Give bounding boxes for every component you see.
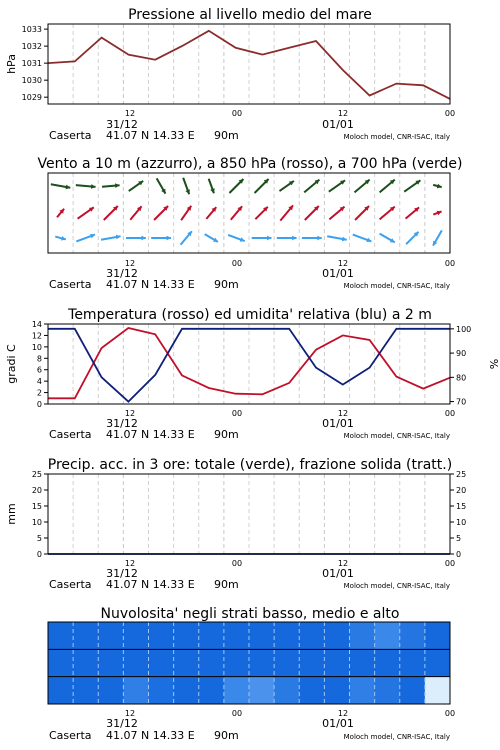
wind-arrow-850-hPa bbox=[380, 207, 395, 220]
x-tick-label: 00 bbox=[231, 559, 243, 568]
cloud-cell-medio bbox=[324, 649, 350, 676]
cloud-cell-basso bbox=[98, 677, 124, 704]
pressure-title: Pressione al livello medio del mare bbox=[128, 7, 372, 23]
wind-arrow-10-m bbox=[181, 231, 192, 244]
wind-arrow-10-m bbox=[55, 236, 66, 241]
cloud-cell-medio bbox=[48, 649, 74, 676]
footer-location: Caserta bbox=[49, 428, 92, 441]
cloud-footer bbox=[49, 729, 450, 742]
wind-arrow-10-m bbox=[302, 236, 322, 241]
date-label: 31/12 bbox=[106, 567, 138, 580]
wind-arrow-700-hPa bbox=[129, 181, 143, 191]
date-label: 01/01 bbox=[322, 267, 354, 280]
wind-arrow-10-m bbox=[126, 236, 146, 241]
y-tick-label: 5 bbox=[456, 534, 462, 543]
x-tick-label: 12 bbox=[124, 259, 136, 268]
cloud-cell-medio bbox=[350, 649, 376, 676]
cloud-cells bbox=[48, 622, 451, 704]
wind-arrow-10-m bbox=[277, 236, 297, 241]
wind-arrow-700-hPa bbox=[354, 180, 369, 193]
cloud-cell-medio bbox=[400, 649, 426, 676]
cloud-cell-medio bbox=[199, 649, 225, 676]
x-tick-label: 12 bbox=[337, 709, 349, 718]
cloud-cell-medio bbox=[375, 649, 401, 676]
footer-elevation: 90m bbox=[214, 578, 239, 591]
wind-title: Vento a 10 m (azzurro), a 850 hPa (rosso), a 700 hPa (verde) bbox=[37, 156, 463, 172]
footer-elevation: 90m bbox=[214, 729, 239, 742]
footer-coords: 41.07 N 14.33 E bbox=[106, 278, 195, 291]
cloud-cell-medio bbox=[149, 649, 175, 676]
wind-arrow-850-hPa bbox=[433, 211, 441, 216]
x-tick-label: 00 bbox=[231, 409, 243, 418]
cloud-cell-basso bbox=[350, 677, 376, 704]
cloud-cell-medio bbox=[274, 649, 300, 676]
cloud-cell-alto bbox=[400, 622, 426, 649]
temperature-ylabel: gradi C bbox=[5, 344, 18, 384]
y-tick-label: 20 bbox=[456, 486, 467, 495]
wind-arrow-850-hPa bbox=[231, 206, 242, 219]
footer-model: Moloch model, CNR-ISAC, Italy bbox=[343, 133, 450, 141]
footer-location: Caserta bbox=[49, 129, 92, 142]
precipitation-footer bbox=[49, 578, 450, 591]
wind-grid bbox=[73, 173, 425, 253]
pressure-grid bbox=[73, 24, 425, 104]
wind-arrow-850-hPa bbox=[329, 207, 344, 220]
cloud-title: Nuvolosita' negli strati basso, medio e alto bbox=[100, 606, 400, 622]
pressure-x-axis bbox=[106, 109, 455, 131]
precipitation-plot-frame bbox=[48, 474, 450, 554]
y-tick-label: 70 bbox=[456, 397, 467, 407]
cloud-cell-alto bbox=[48, 622, 74, 649]
y-tick-label: 90 bbox=[456, 349, 467, 359]
wind-arrow-700-hPa bbox=[433, 184, 442, 189]
wind-arrow-850-hPa bbox=[104, 206, 118, 220]
y-tick-label: 2 bbox=[36, 388, 42, 398]
wind-arrow-10-m bbox=[353, 235, 372, 243]
date-label: 31/12 bbox=[106, 118, 138, 131]
x-tick-label: 00 bbox=[231, 259, 243, 268]
temperature-y-ticks bbox=[32, 320, 48, 409]
x-tick-label: 12 bbox=[124, 559, 136, 568]
pressure-panel bbox=[5, 7, 455, 142]
wind-arrow-700-hPa bbox=[183, 178, 190, 195]
y-tick-label: 14 bbox=[31, 320, 42, 329]
wind-arrow-850-hPa bbox=[57, 209, 64, 217]
cloud-cell-basso bbox=[149, 677, 175, 704]
y-tick-label: 0 bbox=[36, 400, 42, 409]
wind-arrow-700-hPa bbox=[157, 178, 166, 193]
wind-arrow-head bbox=[91, 184, 96, 189]
wind-arrow-700-hPa bbox=[279, 181, 293, 191]
cloud-x-axis bbox=[106, 709, 455, 730]
footer-coords: 41.07 N 14.33 E bbox=[106, 578, 195, 591]
temperature-panel bbox=[5, 307, 500, 441]
precipitation-grid bbox=[73, 474, 425, 554]
footer-coords: 41.07 N 14.33 E bbox=[106, 729, 195, 742]
y-tick-label: 20 bbox=[31, 486, 42, 495]
footer-model: Moloch model, CNR-ISAC, Italy bbox=[343, 733, 450, 741]
cloud-cell-alto bbox=[149, 622, 175, 649]
date-label: 31/12 bbox=[106, 267, 138, 280]
wind-arrow-850-hPa bbox=[130, 206, 141, 219]
wind-arrow-850-hPa bbox=[206, 207, 216, 219]
footer-model: Moloch model, CNR-ISAC, Italy bbox=[343, 282, 450, 290]
wind-arrow-850-hPa bbox=[154, 206, 168, 220]
wind-arrow-850-hPa bbox=[406, 207, 419, 218]
cloud-cell-alto bbox=[73, 622, 99, 649]
cloud-cell-basso bbox=[274, 677, 300, 704]
wind-footer bbox=[49, 278, 450, 291]
cloud-cell-basso bbox=[400, 677, 426, 704]
wind-arrow-700-hPa bbox=[329, 180, 345, 191]
cloud-cell-alto bbox=[299, 622, 325, 649]
footer-elevation: 90m bbox=[214, 278, 239, 291]
cloud-cell-medio bbox=[425, 649, 451, 676]
cloud-cell-alto bbox=[174, 622, 200, 649]
precipitation-y-ticks bbox=[32, 470, 48, 559]
y-tick-label: 5 bbox=[36, 534, 42, 543]
wind-arrow-850-hPa bbox=[355, 206, 369, 220]
x-tick-label: 12 bbox=[337, 109, 349, 118]
cloud-cell-alto bbox=[249, 622, 275, 649]
x-tick-label: 12 bbox=[337, 259, 349, 268]
wind-arrow-700-hPa bbox=[229, 179, 243, 193]
wind-arrow-head bbox=[267, 236, 271, 241]
y-tick-label: 1029 bbox=[21, 93, 42, 103]
y-tick-label: 6 bbox=[36, 365, 42, 375]
date-label: 31/12 bbox=[106, 417, 138, 430]
cloud-cell-basso bbox=[324, 677, 350, 704]
cloud-cell-medio bbox=[123, 649, 149, 676]
x-tick-label: 12 bbox=[124, 109, 136, 118]
y-tick-label: 0 bbox=[456, 550, 462, 559]
wind-arrow-700-hPa bbox=[209, 179, 215, 193]
cloud-cell-basso bbox=[249, 677, 275, 704]
cloud-cell-medio bbox=[249, 649, 275, 676]
wind-arrow-10-m bbox=[228, 235, 245, 242]
cloud-cell-basso bbox=[199, 677, 225, 704]
cloud-cell-medio bbox=[73, 649, 99, 676]
y-tick-label: 8 bbox=[36, 354, 42, 364]
footer-model: Moloch model, CNR-ISAC, Italy bbox=[343, 582, 450, 590]
cloud-cell-medio bbox=[174, 649, 200, 676]
wind-arrow-10-m bbox=[76, 234, 95, 242]
cloud-cell-alto bbox=[98, 622, 124, 649]
y-tick-label: 1033 bbox=[21, 25, 42, 35]
wind-arrow-700-hPa bbox=[304, 180, 319, 193]
x-tick-label: 12 bbox=[337, 409, 349, 418]
x-tick-label: 00 bbox=[444, 109, 456, 118]
cloud-cell-alto bbox=[425, 622, 451, 649]
precipitation-title: Precip. acc. in 3 ore: totale (verde), frazione solida (tratt.) bbox=[47, 457, 453, 473]
y-tick-label: 0 bbox=[36, 550, 42, 559]
wind-panel bbox=[37, 156, 462, 291]
y-tick-label: 1030 bbox=[21, 76, 42, 86]
precipitation-panel bbox=[5, 457, 466, 591]
wind-arrow-700-hPa bbox=[102, 183, 120, 188]
cloud-cell-alto bbox=[375, 622, 401, 649]
wind-arrow-700-hPa bbox=[51, 184, 70, 189]
x-tick-label: 00 bbox=[231, 109, 243, 118]
x-tick-label: 12 bbox=[124, 709, 136, 718]
x-tick-label: 00 bbox=[444, 259, 456, 268]
footer-location: Caserta bbox=[49, 578, 92, 591]
y-tick-label: 10 bbox=[456, 518, 467, 527]
cloud-cell-basso bbox=[224, 677, 250, 704]
x-tick-label: 12 bbox=[337, 559, 349, 568]
y-tick-label: 100 bbox=[456, 324, 472, 334]
humidity-y-ticks bbox=[450, 325, 471, 407]
cloud-cell-alto bbox=[224, 622, 250, 649]
footer-coords: 41.07 N 14.33 E bbox=[106, 129, 195, 142]
x-tick-label: 00 bbox=[444, 409, 456, 418]
wind-arrow-850-hPa bbox=[255, 207, 267, 219]
x-tick-label: 00 bbox=[444, 559, 456, 568]
cloud-cell-alto bbox=[123, 622, 149, 649]
cloud-cell-medio bbox=[299, 649, 325, 676]
precipitation-y-ticks-right bbox=[450, 470, 466, 559]
precipitation-ylabel: mm bbox=[5, 503, 18, 525]
cloud-cell-medio bbox=[98, 649, 124, 676]
wind-arrow-10-m bbox=[151, 236, 171, 241]
x-tick-label: 00 bbox=[231, 709, 243, 718]
wind-arrow-700-hPa bbox=[255, 179, 269, 193]
cloud-cell-basso bbox=[123, 677, 149, 704]
date-label: 01/01 bbox=[322, 567, 354, 580]
temperature-plot-frame bbox=[48, 324, 450, 404]
wind-arrow-head bbox=[317, 236, 321, 241]
wind-arrow-head bbox=[141, 236, 145, 241]
cloud-cell-basso bbox=[375, 677, 401, 704]
wind-arrow-850-hPa bbox=[305, 206, 319, 220]
cloud-cell-basso bbox=[48, 677, 74, 704]
wind-arrow-head bbox=[292, 236, 296, 241]
pressure-footer bbox=[49, 129, 450, 142]
wind-arrow-700-hPa bbox=[380, 180, 395, 193]
wind-arrow-10-m bbox=[205, 234, 218, 242]
y-tick-label: 10 bbox=[31, 342, 42, 352]
footer-location: Caserta bbox=[49, 278, 92, 291]
y-tick-label: 80 bbox=[456, 373, 467, 383]
y-tick-label: 25 bbox=[456, 470, 467, 479]
wind-arrow-10-m bbox=[252, 236, 272, 241]
temperature-x-axis bbox=[106, 409, 455, 430]
footer-model: Moloch model, CNR-ISAC, Italy bbox=[343, 432, 450, 440]
y-tick-label: 12 bbox=[31, 331, 42, 341]
date-label: 01/01 bbox=[322, 118, 354, 131]
cloud-cell-alto bbox=[274, 622, 300, 649]
y-tick-label: 1032 bbox=[21, 42, 42, 52]
footer-location: Caserta bbox=[49, 729, 92, 742]
wind-arrow-10-m bbox=[433, 230, 442, 245]
date-label: 01/01 bbox=[322, 417, 354, 430]
wind-arrow-700-hPa bbox=[404, 180, 420, 191]
x-tick-label: 12 bbox=[124, 409, 136, 418]
date-label: 31/12 bbox=[106, 717, 138, 730]
y-tick-label: 1031 bbox=[21, 59, 42, 69]
wind-arrow-head bbox=[167, 236, 171, 241]
wind-arrow-head bbox=[115, 183, 120, 188]
footer-elevation: 90m bbox=[214, 428, 239, 441]
cloud-cell-basso bbox=[174, 677, 200, 704]
temperature-title: Temperatura (rosso) ed umidita' relativa (blu) a 2 m bbox=[68, 307, 432, 323]
humidity-ylabel: % bbox=[487, 358, 500, 370]
y-tick-label: 15 bbox=[456, 502, 467, 511]
pressure-plot-frame bbox=[48, 24, 450, 104]
cloud-cell-alto bbox=[199, 622, 225, 649]
footer-coords: 41.07 N 14.33 E bbox=[106, 428, 195, 441]
wind-arrow-850-hPa bbox=[181, 206, 191, 220]
y-tick-label: 25 bbox=[31, 470, 42, 479]
cloud-cell-basso bbox=[73, 677, 99, 704]
pressure-y-ticks bbox=[22, 25, 48, 102]
y-tick-label: 10 bbox=[31, 518, 42, 527]
cloud-panel bbox=[48, 606, 455, 742]
wind-arrow-10-m bbox=[406, 232, 418, 244]
cloud-cell-basso bbox=[299, 677, 325, 704]
y-tick-label: 4 bbox=[36, 377, 42, 387]
wind-arrow-10-m bbox=[101, 235, 120, 240]
wind-x-axis bbox=[106, 259, 455, 280]
date-label: 01/01 bbox=[322, 717, 354, 730]
temperature-footer bbox=[49, 428, 450, 441]
footer-elevation: 90m bbox=[214, 129, 239, 142]
wind-arrow-850-hPa bbox=[78, 207, 94, 218]
precipitation-x-axis bbox=[106, 559, 455, 580]
pressure-ylabel: hPa bbox=[5, 54, 18, 74]
cloud-cell-alto bbox=[324, 622, 350, 649]
cloud-cell-basso bbox=[425, 677, 451, 704]
wind-arrow-10-m bbox=[327, 236, 346, 241]
cloud-cell-medio bbox=[224, 649, 250, 676]
wind-arrow-10-m bbox=[380, 234, 395, 243]
x-tick-label: 00 bbox=[444, 709, 456, 718]
cloud-cell-alto bbox=[350, 622, 376, 649]
y-tick-label: 15 bbox=[31, 502, 42, 511]
wind-arrow-850-hPa bbox=[280, 205, 293, 220]
wind-arrow-700-hPa bbox=[76, 184, 96, 189]
wind-arrows bbox=[51, 178, 442, 246]
